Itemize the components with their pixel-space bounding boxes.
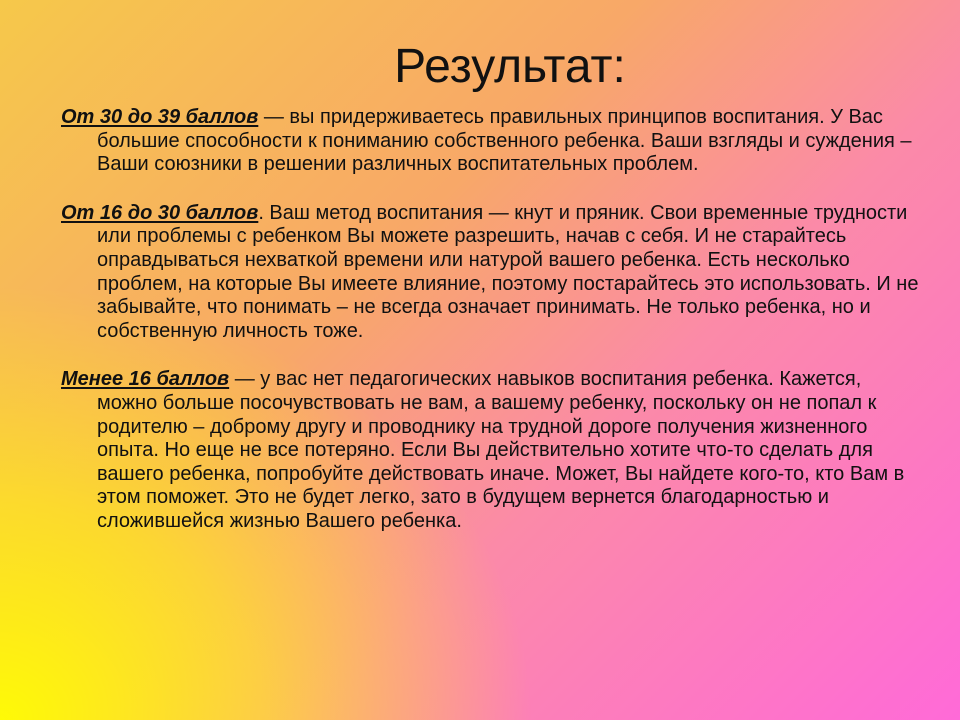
result-description: — вы придерживаетесь правильных принципов воспитания. У Вас большие способности к пониманию собственного ребенка. Ваши взгляды и суждения – Ваши союзники в решении различных воспитательных проблем. [97,106,912,176]
score-range-label: Менее 16 баллов [61,368,230,391]
result-description: — у вас нет педагогических навыков воспитания ребенка. Кажется, можно больше посочувствовать не вам, а вашему ребенку, поскольку он не попал к родителю – доброму другу и проводнику на трудной дороге получения жизненного опыта. Но еще не все потеряно. Если Вы действительно хотите что-то сделать для вашего ребенка, попробуйте действовать иначе. Может, Вы найдете кого-то, кто Вам в этом поможет. Это не будет легко, зато в будущем вернется благодарностью и сложившейся жизнью Вашего ребенка. [97,368,905,532]
slide-title: Результат: [394,40,626,93]
result-item-16-30 [61,202,921,344]
score-range-label: От 30 до 39 баллов [61,106,259,128]
result-description: . Ваш метод воспитания — кнут и пряник. Свои временные трудности или проблемы с ребенком Вы можете разрешить, начав с себя. И не старайтесь оправдываться нехваткой времени или натурой вашего ребенка. Есть несколько проблем, на которые Вы имеете влияние, поэтому постарайтесь это использовать. И не забывайте, что понимать – не всегда означает принимать. Не только ребенка, но и собственную личность тоже. [97,201,919,342]
result-item-under-16 [61,368,921,533]
results-list [61,106,921,559]
score-range-label: От 16 до 30 баллов [61,201,259,224]
result-item-30-39 [61,106,921,177]
